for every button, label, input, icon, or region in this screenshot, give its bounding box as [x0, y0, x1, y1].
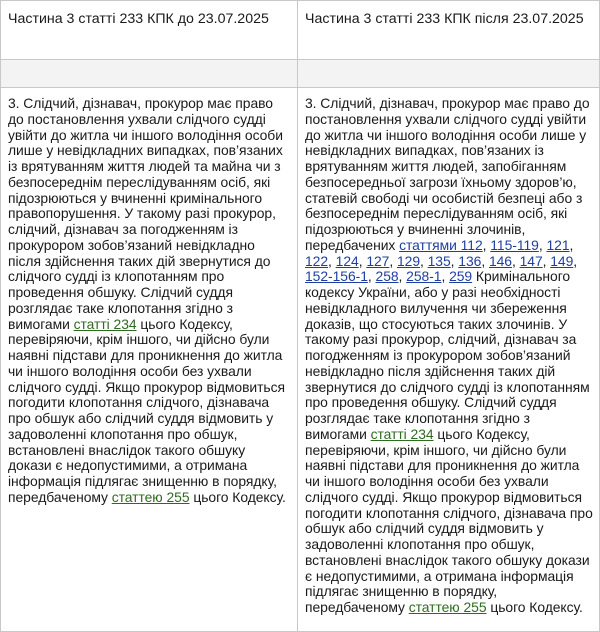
text-segment: цього Кодексу.	[189, 488, 286, 505]
reference-separator: ,	[511, 252, 520, 269]
text-after	[298, 88, 600, 632]
article-234-link[interactable]: статті 234	[370, 425, 434, 442]
criminal-code-article-link[interactable]: 122	[305, 252, 329, 269]
header-row	[1, 1, 600, 60]
text-segment: цього Кодексу, перевіряючи, крім іншого, чи дійсно були наявні підстави для проникнення до житла чи іншого володіння особи без ухвали слідчого судді. Якщо прокурор відмовиться погодити клопотання слідчого, дізнавача про обшук або слідчий суддя відмовить у задоволенні клопотання про обшук, встановлені внаслідок такого обшуку докази є недопустимими, а отримана інформація підлягає знищенню в порядку, передбаченому	[305, 425, 593, 615]
reference-separator: ,	[569, 236, 574, 253]
reference-separator: ,	[358, 252, 367, 269]
spacer-cell-before	[1, 60, 298, 88]
header-before: Частина 3 статті 233 КПК до 23.07.2025	[1, 1, 298, 60]
article-255-link[interactable]: статтею 255	[408, 599, 487, 615]
text-segment: цього Кодексу.	[486, 599, 583, 615]
reference-separator: ,	[542, 252, 551, 269]
criminal-code-article-link[interactable]: 127	[366, 252, 390, 269]
reference-separator: ,	[367, 268, 376, 285]
reference-separator: ,	[538, 236, 547, 253]
paragraph-before	[8, 96, 291, 506]
text-segment: Кримінального кодексу України, або у разі необхідності невідкладного вилучення чи збереження доказів, що стосуються таких злочинів. У такому разі прокурор, слідчий, дізнавач за погодженням із прокурором зобов’язаний невідкладно після здійснення таких дій звернутися до слідчого судді із клопотанням про проведення обшуку. Слідчий суддя розглядає таке клопотання згідно з вимогами	[305, 268, 590, 442]
criminal-code-article-link[interactable]: 136	[458, 252, 482, 269]
header-after: Частина 3 статті 233 КПК після 23.07.2025	[298, 1, 600, 60]
reference-separator: ,	[441, 268, 450, 285]
criminal-code-article-link[interactable]: 129	[396, 252, 420, 269]
criminal-code-article-link[interactable]: 152-156-1	[305, 268, 368, 285]
reference-separator: ,	[481, 252, 489, 269]
criminal-code-article-link[interactable]: статтями 112	[399, 236, 483, 253]
criminal-code-article-link[interactable]: 258	[375, 268, 399, 285]
criminal-code-article-link[interactable]: 259	[449, 268, 473, 285]
text-segment: 3. Слідчий, дізнавач, прокурор має право до постановлення ухвали слідчого судді увійти до житла чи іншого володіння особи лише у невідкладних випадках, пов’язаних із врятуванням життя людей та майна чи з безпосереднім переслідуванням осіб, які підозрюються у вчиненні кримінального правопорушення. У такому разі прокурор, слідчий, дізнавач за погодженням із прокурором зобов’язаний невідкладно після здійснення таких дій звернутися до слідчого судді із клопотанням про проведення обшуку. Слідчий суддя розглядає таке клопотання згідно з вимогами	[8, 95, 283, 332]
criminal-code-article-link[interactable]: 115-119	[490, 236, 539, 253]
criminal-code-article-link[interactable]: 124	[335, 252, 359, 269]
criminal-code-article-link[interactable]: 149	[550, 252, 574, 269]
reference-separator: ,	[573, 252, 578, 269]
paragraph-after	[305, 96, 593, 616]
reference-separator: ,	[389, 252, 397, 269]
criminal-code-article-link[interactable]: 147	[519, 252, 543, 269]
text-segment: цього Кодексу, перевіряючи, крім іншого, чи дійсно були наявні підстави для проникнення до житла чи іншого володіння особи без ухвали слідчого судді. Якщо прокурор відмовиться погодити клопотання слідчого, дізнавача про обшук або слідчий суддя відмовить у задоволенні клопотання про обшук, встановлені внаслідок такого обшуку докази є недопустимими, а отримана інформація підлягає знищенню в порядку, передбаченому	[8, 315, 285, 505]
reference-separator: ,	[328, 252, 336, 269]
reference-separator: ,	[450, 252, 459, 269]
article-234-link[interactable]: статті 234	[73, 315, 137, 332]
criminal-code-article-link[interactable]: 258-1	[406, 268, 442, 285]
reference-separator: ,	[482, 236, 491, 253]
spacer-cell-after	[298, 60, 600, 88]
criminal-code-article-link[interactable]: 135	[427, 252, 451, 269]
content-row	[1, 88, 600, 632]
spacer-row	[1, 60, 600, 88]
article-255-link[interactable]: статтею 255	[111, 488, 190, 505]
text-before	[1, 88, 298, 632]
reference-separator: ,	[420, 252, 428, 269]
criminal-code-article-link[interactable]: 146	[488, 252, 512, 269]
criminal-code-article-link[interactable]: 121	[546, 236, 570, 253]
text-segment: 3. Слідчий, дізнавач, прокурор має право до постановлення ухвали слідчого судді увійти до житла чи іншого володіння особи лише у невідкладних випадках, пов’язаних із врятуванням життя людей, запобіганням безпосередньої загрози їхньому здоров’ю, статевій свободі чи особистій безпеці або з безпосереднім переслідуванням осіб, які підозрюються у вчиненні злочинів, передбачених	[305, 95, 590, 253]
reference-separator: ,	[398, 268, 407, 285]
